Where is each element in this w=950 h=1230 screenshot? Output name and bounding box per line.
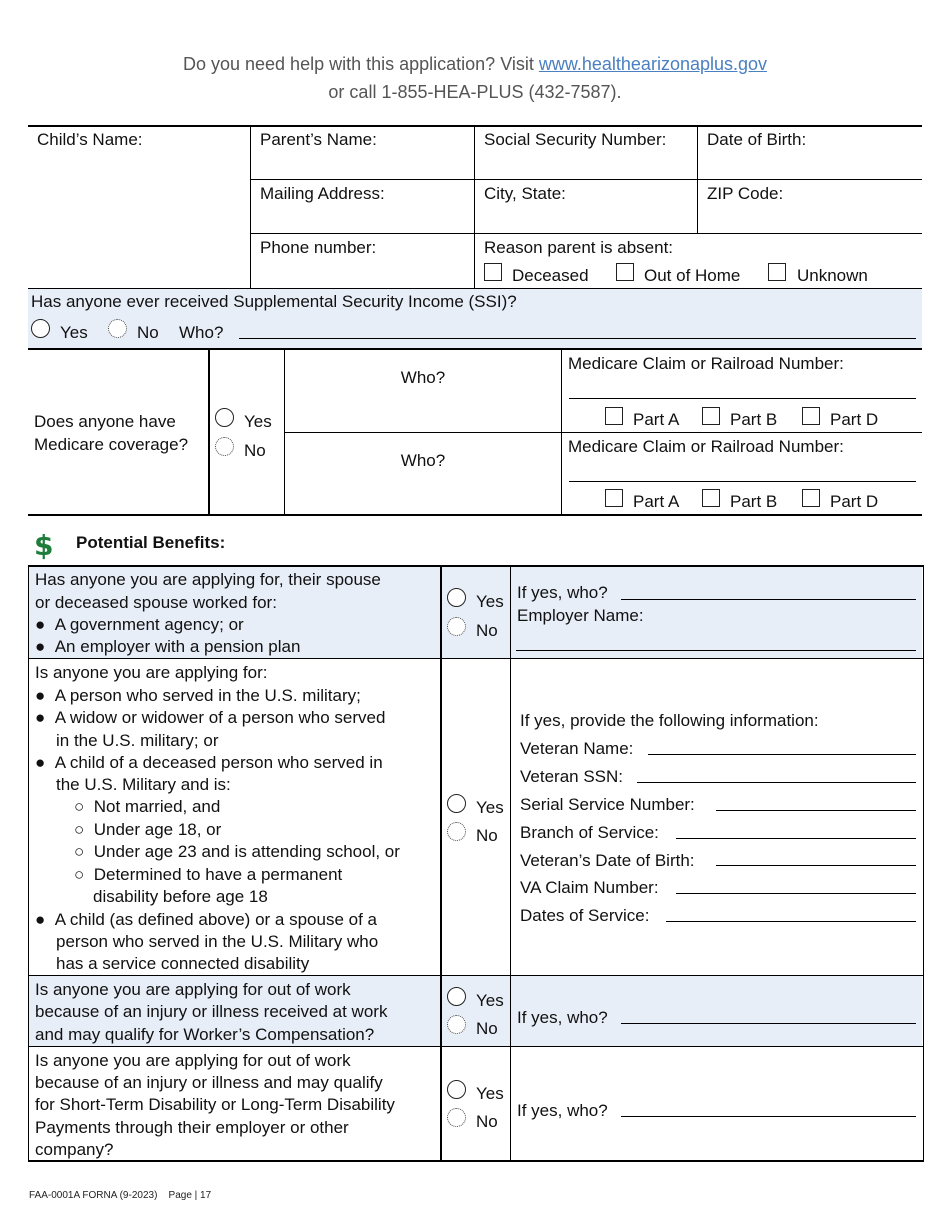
q2-no-radio[interactable] — [447, 822, 466, 841]
q4-no-label: No — [476, 1112, 498, 1131]
divider — [28, 288, 922, 289]
q2-sub-2: ○ Under age 18, or — [74, 820, 222, 839]
q2-yes-label: Yes — [476, 798, 504, 817]
ssi-question: Has anyone ever received Supplemental Security Income (SSI)? — [31, 292, 517, 311]
form-id: FAA-0001A FORNA (9-2023) — [29, 1190, 158, 1201]
divider — [510, 566, 511, 1161]
q1-no-label: No — [476, 621, 498, 640]
va-claim-number-label: VA Claim Number: — [520, 878, 659, 897]
q2-bullet-2-text: A widow or widower of a person who served — [54, 708, 386, 727]
help-prefix: Do you need help with this application? Visit — [182, 54, 539, 74]
divider — [28, 565, 924, 567]
q1-no-radio[interactable] — [447, 617, 466, 636]
q3-no-label: No — [476, 1019, 498, 1038]
q2-bullet-4-cont2: has a service connected disability — [56, 954, 310, 973]
part-a-label-2: Part A — [633, 492, 680, 511]
q2-sub-3: ○ Under age 23 and is attending school, or — [74, 842, 400, 861]
help-text-line1 — [0, 54, 950, 75]
q2-bullet-3-cont: the U.S. Military and is: — [56, 775, 231, 794]
q2-provide-label: If yes, provide the following information: — [520, 711, 819, 730]
q4-line4: Payments through their employer or other — [35, 1118, 349, 1137]
help-text-line2: or call 1-855-HEA-PLUS (432-7587). — [328, 82, 622, 102]
city-state-label: City, State: — [484, 184, 566, 203]
divider — [251, 233, 922, 234]
q4-yes-radio[interactable] — [447, 1080, 466, 1099]
medicare-question-line1: Does anyone have — [34, 412, 176, 431]
medicare-who-label-2: Who? — [400, 451, 446, 470]
ssi-who-field[interactable] — [239, 338, 916, 339]
deceased-label: Deceased — [512, 266, 589, 285]
unknown-label: Unknown — [797, 266, 868, 285]
medicare-no-radio[interactable] — [215, 437, 234, 456]
q2-sub-4: ○ Determined to have a permanent — [74, 865, 343, 884]
q3-line1: Is anyone you are applying for out of work — [35, 980, 351, 999]
q4-if-yes-who-label: If yes, who? — [517, 1101, 608, 1120]
branch-of-service-field[interactable] — [676, 838, 916, 839]
q1-bullet-2: ● An employer with a pension plan — [35, 637, 301, 656]
q2-bullet-1: ● A person who served in the U.S. military; — [35, 686, 361, 705]
ssi-who-label: Who? — [179, 323, 224, 342]
q1-if-yes-who-label: If yes, who? — [517, 583, 608, 602]
q2-bullet-4-cont1: person who served in the U.S. Military who — [56, 932, 379, 951]
q1-line1: Has anyone you are applying for, their spouse — [35, 570, 381, 589]
ssi-yes-radio[interactable] — [31, 319, 50, 338]
serial-service-number-label: Serial Service Number: — [520, 795, 695, 814]
deceased-checkbox[interactable] — [484, 263, 502, 281]
table-border — [28, 125, 922, 127]
q2-bullet-3: ● A child of a deceased person who served in — [35, 753, 383, 772]
medicare-question-line2: Medicare coverage? — [34, 435, 189, 454]
divider — [28, 1160, 924, 1162]
dob-label: Date of Birth: — [707, 130, 807, 149]
veteran-dob-label: Veteran’s Date of Birth: — [520, 851, 695, 870]
part-a-checkbox-2[interactable] — [605, 489, 623, 507]
divider — [208, 349, 210, 515]
medicare-claim-field-1[interactable] — [569, 398, 916, 399]
q1-bullet-1-text: A government agency; or — [54, 615, 244, 634]
q2-bullet-2: ● A widow or widower of a person who served — [35, 708, 386, 727]
divider — [28, 514, 922, 516]
q2-sub-1: ○ Not married, and — [74, 797, 221, 816]
veteran-ssn-label: Veteran SSN: — [520, 767, 624, 786]
q3-yes-label: Yes — [476, 991, 504, 1010]
part-b-checkbox-2[interactable] — [702, 489, 720, 507]
q2-intro: Is anyone you are applying for: — [35, 663, 268, 682]
potential-benefits-title: Potential Benefits: — [76, 533, 226, 552]
q2-bullet-2-cont: in the U.S. military; or — [56, 731, 219, 750]
out-of-home-checkbox[interactable] — [616, 263, 634, 281]
veteran-name-label: Veteran Name: — [520, 739, 634, 758]
medicare-yes-radio[interactable] — [215, 408, 234, 427]
q4-line1: Is anyone you are applying for out of work — [35, 1051, 351, 1070]
q1-yes-label: Yes — [476, 592, 504, 611]
q2-bullet-1-text: A person who served in the U.S. military; — [54, 686, 361, 705]
medicare-claim-label-2: Medicare Claim or Railroad Number: — [568, 437, 844, 456]
out-of-home-label: Out of Home — [644, 266, 741, 285]
mailing-address-label: Mailing Address: — [260, 184, 385, 203]
divider — [440, 566, 442, 1161]
q4-line3: for Short-Term Disability or Long-Term Disability — [35, 1095, 395, 1114]
divider — [285, 432, 922, 433]
q1-bullet-2-text: An employer with a pension plan — [54, 637, 301, 656]
q2-bullet-4: ● A child (as defined above) or a spouse of a — [35, 910, 377, 929]
q3-line3: and may qualify for Worker’s Compensation? — [35, 1025, 375, 1044]
q3-if-yes-who-label: If yes, who? — [517, 1008, 608, 1027]
employer-name-label: Employer Name: — [517, 606, 644, 625]
q1-line2: or deceased spouse worked for: — [35, 593, 277, 612]
q1-bullet-1: ● A government agency; or — [35, 615, 244, 634]
veteran-ssn-field[interactable] — [637, 782, 916, 783]
divider — [28, 1046, 924, 1047]
ssn-label: Social Security Number: — [484, 130, 667, 149]
q2-bullet-3-text: A child of a deceased person who served in — [54, 753, 383, 772]
reason-absent-label: Reason parent is absent: — [484, 238, 674, 257]
q3-line2: because of an injury or illness received at work — [35, 1002, 388, 1021]
part-b-checkbox-1[interactable] — [702, 407, 720, 425]
q1-who-field[interactable] — [621, 599, 916, 600]
part-d-checkbox-1[interactable] — [802, 407, 820, 425]
part-a-checkbox-1[interactable] — [605, 407, 623, 425]
q2-no-label: No — [476, 826, 498, 845]
divider — [28, 975, 924, 976]
q2-sub-4-text: Determined to have a permanent — [93, 865, 343, 884]
veteran-name-field[interactable] — [648, 754, 916, 755]
medicare-claim-field-2[interactable] — [569, 481, 916, 482]
q3-who-field[interactable] — [621, 1023, 916, 1024]
ssi-yes-label: Yes — [60, 323, 88, 342]
medicare-yes-label: Yes — [244, 412, 272, 431]
q3-no-radio[interactable] — [447, 1015, 466, 1034]
medicare-who-label-1: Who? — [400, 368, 446, 387]
part-d-checkbox-2[interactable] — [802, 489, 820, 507]
dates-of-service-field[interactable] — [666, 921, 916, 922]
q2-sub-2-text: Under age 18, or — [93, 820, 222, 839]
dollar-icon: $ — [34, 529, 54, 562]
divider — [250, 126, 251, 288]
part-b-label-2: Part B — [730, 492, 778, 511]
child-name-label: Child’s Name: — [37, 130, 143, 149]
divider — [697, 126, 698, 234]
divider — [251, 179, 922, 180]
medicare-no-label: No — [244, 441, 266, 460]
q4-line2: because of an injury or illness and may qualify — [35, 1073, 383, 1092]
phone-label: Phone number: — [260, 238, 377, 257]
q3-yes-radio[interactable] — [447, 987, 466, 1006]
ssi-no-radio[interactable] — [108, 319, 127, 338]
part-b-label-1: Part B — [730, 410, 778, 429]
q4-no-radio[interactable] — [447, 1108, 466, 1127]
va-claim-number-field[interactable] — [676, 893, 916, 894]
part-d-label-2: Part D — [830, 492, 879, 511]
part-a-label-1: Part A — [633, 410, 680, 429]
serial-service-number-field[interactable] — [716, 810, 916, 811]
ssi-no-label: No — [137, 323, 159, 342]
divider — [28, 566, 29, 1161]
help-website-link[interactable]: www.healthearizonaplus.gov — [538, 54, 768, 74]
employer-name-field[interactable] — [516, 650, 916, 651]
q1-yes-radio[interactable] — [447, 588, 466, 607]
footer — [29, 1190, 211, 1201]
q2-bullet-4-text: A child (as defined above) or a spouse of a — [54, 910, 377, 929]
q2-sub-1-text: Not married, and — [93, 797, 221, 816]
dates-of-service-label: Dates of Service: — [520, 906, 650, 925]
divider — [28, 658, 924, 659]
q4-who-field[interactable] — [621, 1116, 916, 1117]
q4-yes-label: Yes — [476, 1084, 504, 1103]
divider — [474, 126, 475, 288]
q2-yes-radio[interactable] — [447, 794, 466, 813]
page-number: Page | 17 — [168, 1190, 212, 1201]
parent-name-label: Parent’s Name: — [260, 130, 377, 149]
medicare-claim-label-1: Medicare Claim or Railroad Number: — [568, 354, 844, 373]
divider — [923, 566, 924, 1161]
part-d-label-1: Part D — [830, 410, 879, 429]
branch-of-service-label: Branch of Service: — [520, 823, 659, 842]
q2-sub-3-text: Under age 23 and is attending school, or — [93, 842, 400, 861]
zip-label: ZIP Code: — [707, 184, 784, 203]
veteran-dob-field[interactable] — [716, 865, 916, 866]
unknown-checkbox[interactable] — [768, 263, 786, 281]
q2-sub-4-cont: disability before age 18 — [93, 887, 268, 906]
divider — [28, 348, 922, 350]
q4-line5: company? — [35, 1140, 114, 1159]
